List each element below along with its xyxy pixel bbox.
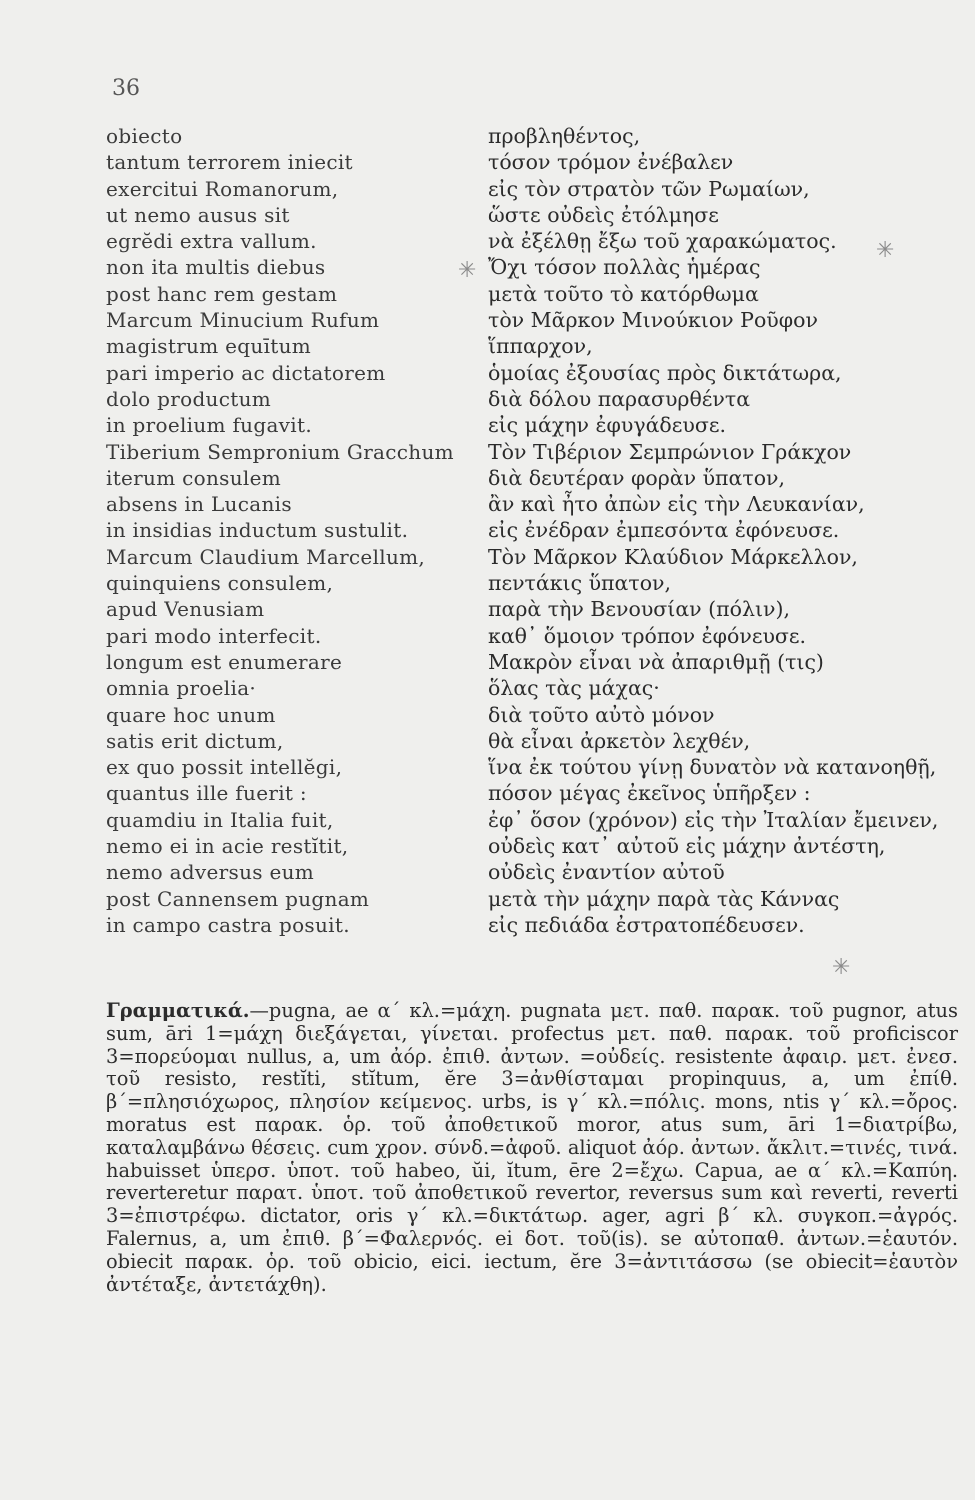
margin-mark-left: ✳: [458, 258, 477, 283]
latin-line: tantum terrorem iniecit: [106, 150, 353, 175]
latin-line: Marcum Claudium Marcellum,: [106, 544, 426, 569]
margin-mark-end: ✳: [832, 955, 851, 980]
text-row: [106, 361, 966, 387]
text-row: [106, 124, 966, 150]
text-row: [106, 624, 966, 650]
latin-line: absens in Lucanis: [106, 492, 292, 517]
text-row: [106, 413, 966, 439]
text-row: [106, 755, 966, 781]
greek-line: πόσον μέγας ἐκεῖνος ὑπῆρξεν :: [488, 781, 811, 806]
latin-line: ut nemo ausus sit: [106, 202, 290, 227]
grammar-notes: [106, 1000, 958, 1296]
latin-line: quantus ille fuerit :: [106, 781, 307, 806]
latin-line: non ita multis diebus: [106, 255, 326, 280]
latin-line: magistrum equītum: [106, 334, 312, 359]
text-row: [106, 571, 966, 597]
greek-line: ὥστε οὐδεὶς ἐτόλμησε: [488, 202, 719, 227]
greek-line: καθ᾽ ὅμοιον τρόπον ἐφόνευσε.: [488, 623, 807, 648]
greek-line: διὰ δόλου παρασυρθέντα: [488, 386, 751, 411]
greek-line: ἐφ᾽ ὅσον (χρόνον) εἰς τὴν Ἰταλίαν ἔμεινεν,: [488, 807, 939, 832]
latin-line: longum est enumerare: [106, 649, 343, 674]
greek-line: τὸν Μᾶρκον Μινούκιον Ροῦφον: [488, 308, 818, 333]
text-row: [106, 834, 966, 860]
grammar-body: —pugna, ae α΄ κλ.=μάχη. pugnata μετ. παθ. παρακ. τοῦ pugnor, atus sum, āri 1=μάχη διεξάγεται, γίνεται. profectus μετ. παθ. παρακ. τοῦ proficiscor 3=πορεύομαι nullus, a, um ἀόρ. ἐπιθ. ἀντων. =οὐδείς. resistente ἀφαιρ. μετ. ἐνεσ. τοῦ resisto, restĭti, stĭtum, ĕre 3=ἀνθίσταμαι propinquus, a, um ἐπίθ. β΄=πλησιόχωρος, πλησίον κείμενος. urbs, is γ΄ κλ.=πόλις. mons, ntis γ΄ κλ.=ὄρος. moratus est παρακ. ὁρ. τοῦ ἀποθετικοῦ moror, atus sum, āri 1=διατρίβω, καταλαμβάνω θέσεις. cum χρον. σύνδ.=ἀφοῦ. aliquot ἀόρ. ἀντων. ἄκλιτ.=τινές, τινά. habuisset ὑπερσ. ὑποτ. τοῦ habeo, ŭi, ĭtum, ēre 2=ἔχω. Capua, ae α΄ κλ.=Καπύη. reverteretur παρατ. ὑποτ. τοῦ ἀποθετικοῦ revertor, reversus sum καὶ reverti, reverti 3=ἐπιστρέφω. dictator, oris γ΄ κλ.=δικτάτωρ. ager, agri β΄ κλ. συγκοπ.=ἀγρός. Falernus, a, um ἐπιθ. β΄=Φαλερνός. ei δοτ. τοῦ(is). se αὐτοπαθ. ἀντων.=ἑαυτόν. obiecit παρακ. ὁρ. τοῦ obicio, eici. iectum, ĕre 3=ἀντιτάσσω (se obiecit=ἑαυτὸν ἀντέταξε, ἀντετάχθη).: [106, 999, 958, 1296]
margin-mark-right: ✳: [876, 238, 895, 263]
latin-line: quare hoc unum: [106, 702, 276, 727]
text-row: [106, 729, 966, 755]
text-row: [106, 545, 966, 571]
grammar-title: Γραμματικά.: [106, 999, 250, 1022]
latin-line: exercitui Romanorum,: [106, 176, 339, 201]
latin-line: nemo adversus eum: [106, 860, 315, 885]
text-row: [106, 781, 966, 807]
greek-line: τόσον τρόμον ἐνέβαλεν: [488, 150, 734, 175]
greek-line: εἰς ἐνέδραν ἐμπεσόντα ἐφόνευσε.: [488, 518, 840, 543]
latin-line: post Cannensem pugnam: [106, 886, 370, 911]
latin-line: nemo ei in acie restĭtit,: [106, 834, 349, 859]
text-row: [106, 597, 966, 623]
text-row: [106, 808, 966, 834]
latin-line: in insidias inductum sustulit.: [106, 518, 409, 543]
greek-line: Ὄχι τόσον πολλὰς ἡμέρας: [488, 255, 761, 280]
text-row: [106, 492, 966, 518]
text-row: [106, 518, 966, 544]
text-row: [106, 282, 966, 308]
text-row: [106, 308, 966, 334]
latin-line: iterum consulem: [106, 465, 281, 490]
latin-line: Tiberium Sempronium Gracchum: [106, 439, 454, 464]
greek-line: ἂν καὶ ἦτο ἀπὼν εἰς τὴν Λευκανίαν,: [488, 492, 865, 517]
greek-line: διὰ τοῦτο αὐτὸ μόνον: [488, 702, 715, 727]
text-row: [106, 860, 966, 886]
text-row: [106, 334, 966, 360]
greek-line: ὁμοίας ἐξουσίας πρὸς δικτάτωρα,: [488, 360, 842, 385]
text-row: [106, 387, 966, 413]
bilingual-text: [106, 124, 966, 939]
latin-line: in proelium fugavit.: [106, 413, 312, 438]
greek-line: πεντάκις ὕπατον,: [488, 571, 672, 596]
latin-line: dolo productum: [106, 386, 272, 411]
greek-line: εἰς μάχην ἐφυγάδευσε.: [488, 413, 726, 438]
greek-line: ἵππαρχον,: [488, 334, 593, 359]
greek-line: προβληθέντος,: [488, 124, 641, 148]
greek-line: μετὰ τοῦτο τὸ κατόρθωμα: [488, 281, 759, 306]
latin-line: pari modo interfecit.: [106, 623, 322, 648]
greek-line: νὰ ἐξέλθῃ ἔξω τοῦ χαρακώματος.: [488, 229, 837, 254]
greek-line: οὐδεὶς κατ᾽ αὐτοῦ εἰς μάχην ἀντέστη,: [488, 834, 886, 859]
latin-line: quinquiens consulem,: [106, 571, 334, 596]
greek-line: παρὰ τὴν Βενουσίαν (πόλιν),: [488, 597, 790, 622]
latin-line: pari imperio ac dictatorem: [106, 360, 386, 385]
greek-line: διὰ δευτέραν φορὰν ὕπατον,: [488, 465, 786, 490]
greek-line: εἰς πεδιάδα ἐστρατοπέδευσεν.: [488, 912, 805, 937]
latin-line: satis erit dictum,: [106, 728, 284, 753]
latin-line: Marcum Minucium Rufum: [106, 308, 380, 333]
page-number: 36: [112, 76, 140, 101]
latin-line: post hanc rem gestam: [106, 281, 338, 306]
text-row: [106, 650, 966, 676]
text-row: [106, 913, 966, 939]
latin-line: in campo castra posuit.: [106, 912, 350, 937]
greek-line: εἰς τὸν στρατὸν τῶν Ρωμαίων,: [488, 176, 810, 201]
text-row: [106, 177, 966, 203]
greek-line: ἵνα ἐκ τούτου γίνῃ δυνατὸν νὰ κατανοηθῇ,: [488, 755, 937, 780]
greek-line: Τὸν Τιβέριον Σεμπρώνιον Γράκχον: [488, 439, 852, 464]
latin-line: egrĕdi extra vallum.: [106, 229, 317, 254]
text-row: [106, 887, 966, 913]
latin-line: quamdiu in Italia fuit,: [106, 807, 334, 832]
text-row: [106, 676, 966, 702]
latin-line: omnia proelia·: [106, 676, 257, 701]
text-row: [106, 255, 966, 281]
text-row: [106, 440, 966, 466]
text-row: [106, 203, 966, 229]
greek-line: Τὸν Μᾶρκον Κλαύδιον Μάρκελλον,: [488, 544, 858, 569]
text-row: [106, 703, 966, 729]
greek-line: οὐδεὶς ἐναντίον αὐτοῦ: [488, 860, 725, 885]
text-row: [106, 150, 966, 176]
greek-line: ὅλας τὰς μάχας·: [488, 676, 660, 701]
latin-line: apud Venusiam: [106, 597, 265, 622]
latin-line: obiecto: [106, 124, 183, 148]
greek-line: Μακρὸν εἶναι νὰ ἀπαριθμῇ (τις): [488, 649, 824, 674]
greek-line: μετὰ τὴν μάχην παρὰ τὰς Κάννας: [488, 886, 840, 911]
text-row: [106, 466, 966, 492]
greek-line: θὰ εἶναι ἀρκετὸν λεχθέν,: [488, 728, 751, 753]
text-row: [106, 229, 966, 255]
latin-line: ex quo possit intellĕgi,: [106, 755, 343, 780]
